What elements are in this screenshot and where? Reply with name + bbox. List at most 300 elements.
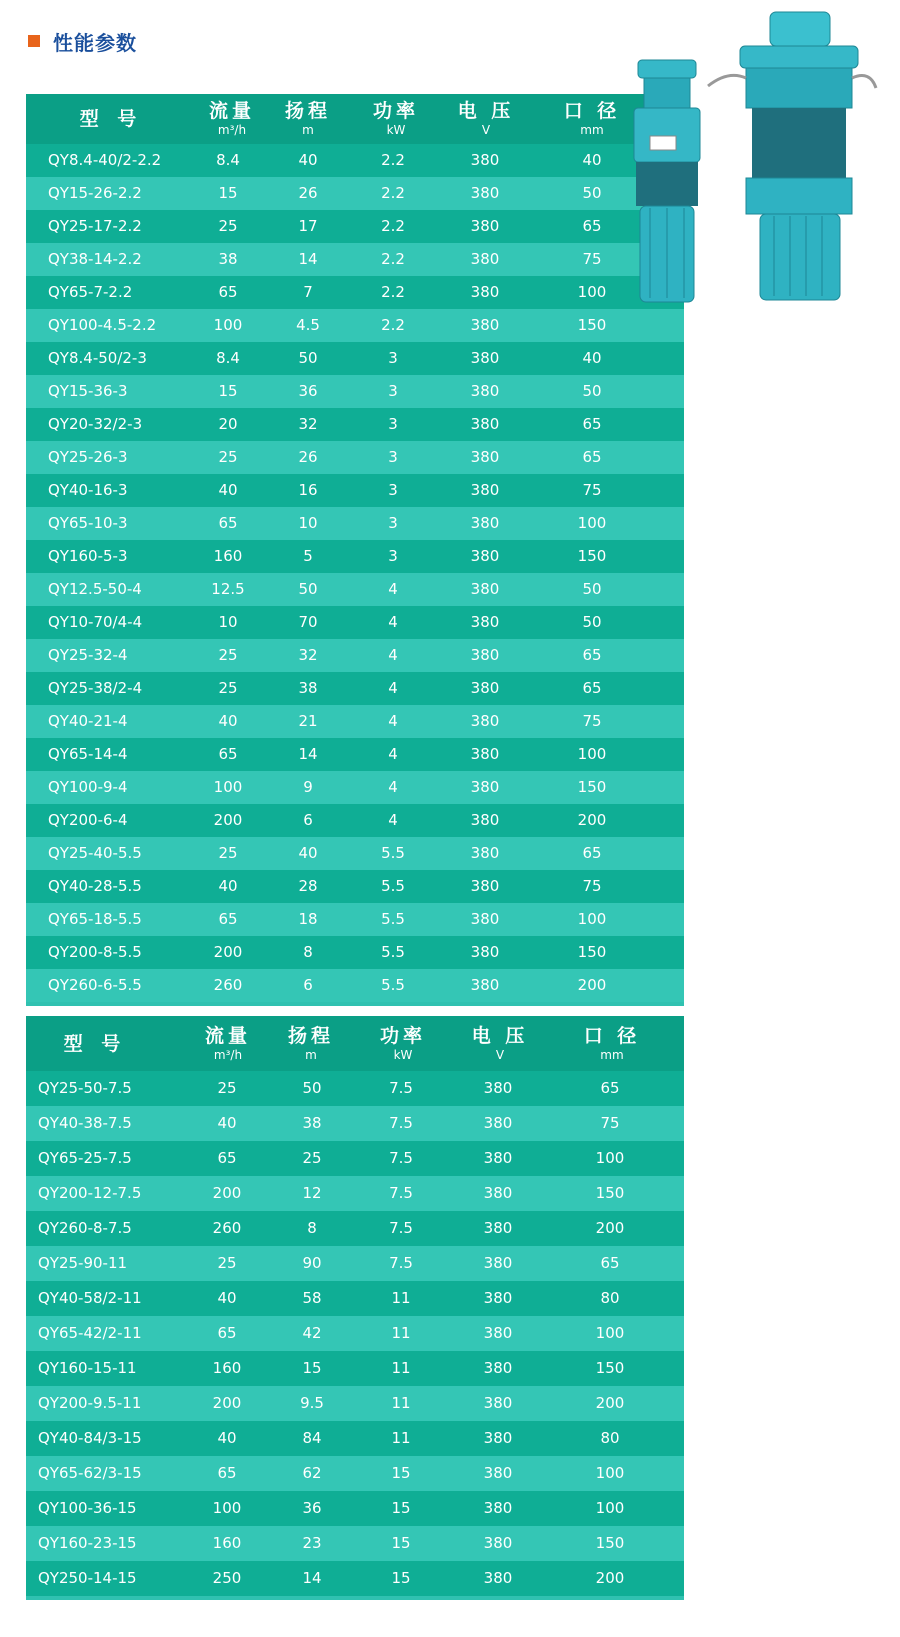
cell-model: QY100-36-15	[38, 1499, 137, 1517]
cell-diameter: 75	[582, 481, 602, 499]
cell-flow: 25	[218, 217, 238, 235]
cell-model: QY15-26-2.2	[48, 184, 142, 202]
header-diameter: 口 径 mm	[583, 1025, 641, 1062]
table-row	[26, 573, 684, 606]
cell-flow: 38	[218, 250, 238, 268]
cell-flow: 160	[213, 547, 243, 565]
cell-voltage: 380	[470, 481, 500, 499]
cell-flow: 100	[213, 778, 243, 796]
cell-model: QY160-5-3	[48, 547, 128, 565]
cell-head: 40	[298, 151, 318, 169]
cell-model: QY25-90-11	[38, 1254, 128, 1272]
cell-flow: 100	[212, 1499, 242, 1517]
table-row	[26, 507, 684, 540]
cell-model: QY25-50-7.5	[38, 1079, 132, 1097]
cell-model: QY65-14-4	[48, 745, 128, 763]
header-power: 功率 kW	[379, 1025, 426, 1062]
cell-power: 3	[388, 349, 398, 367]
header-voltage: 电 压 V	[471, 1025, 529, 1062]
cell-diameter: 40	[582, 151, 602, 169]
cell-flow: 15	[218, 184, 238, 202]
cell-flow: 65	[218, 745, 238, 763]
cell-flow: 65	[217, 1324, 237, 1342]
cell-diameter: 50	[582, 613, 602, 631]
cell-power: 11	[391, 1359, 411, 1377]
table-row	[26, 375, 684, 408]
cell-power: 3	[388, 448, 398, 466]
cell-diameter: 65	[582, 217, 602, 235]
cell-voltage: 380	[470, 910, 500, 928]
cell-power: 2.2	[381, 316, 405, 334]
cell-head: 5	[303, 547, 313, 565]
cell-diameter: 80	[600, 1289, 620, 1307]
cell-power: 15	[391, 1499, 411, 1517]
cell-head: 40	[298, 844, 318, 862]
cell-power: 5.5	[381, 877, 405, 895]
cell-diameter: 75	[582, 250, 602, 268]
cell-voltage: 380	[470, 646, 500, 664]
cell-voltage: 380	[483, 1429, 513, 1447]
cell-head: 32	[298, 415, 318, 433]
cell-power: 2.2	[381, 151, 405, 169]
table-row	[26, 1211, 684, 1246]
cell-head: 32	[298, 646, 318, 664]
cell-power: 4	[388, 712, 398, 730]
cell-model: QY65-18-5.5	[48, 910, 142, 928]
performance-table-2	[26, 1016, 684, 1600]
cell-power: 5.5	[381, 943, 405, 961]
cell-flow: 25	[218, 448, 238, 466]
section-header	[28, 26, 137, 56]
cell-head: 14	[298, 250, 318, 268]
cell-power: 2.2	[381, 184, 405, 202]
cell-voltage: 380	[483, 1254, 513, 1272]
cell-model: QY25-38/2-4	[48, 679, 143, 697]
cell-voltage: 380	[483, 1114, 513, 1132]
cell-power: 3	[388, 415, 398, 433]
cell-voltage: 380	[470, 514, 500, 532]
cell-diameter: 150	[595, 1359, 625, 1377]
table-row	[26, 771, 684, 804]
cell-diameter: 200	[577, 976, 607, 994]
cell-voltage: 380	[483, 1359, 513, 1377]
cell-head: 15	[302, 1359, 322, 1377]
cell-model: QY12.5-50-4	[48, 580, 142, 598]
cell-flow: 20	[218, 415, 238, 433]
cell-model: QY65-42/2-11	[38, 1324, 142, 1342]
cell-head: 58	[302, 1289, 322, 1307]
cell-diameter: 200	[577, 811, 607, 829]
cell-head: 28	[298, 877, 318, 895]
table-row	[26, 1526, 684, 1561]
cell-head: 90	[302, 1254, 322, 1272]
cell-voltage: 380	[470, 844, 500, 862]
cell-voltage: 380	[470, 283, 500, 301]
cell-model: QY160-15-11	[38, 1359, 137, 1377]
table-row	[26, 1421, 684, 1456]
cell-voltage: 380	[470, 745, 500, 763]
table-row	[26, 177, 684, 210]
cell-voltage: 380	[470, 184, 500, 202]
cell-model: QY65-25-7.5	[38, 1149, 132, 1167]
cell-head: 25	[302, 1149, 322, 1167]
table-body	[26, 1071, 684, 1596]
cell-voltage: 380	[483, 1149, 513, 1167]
cell-flow: 160	[212, 1534, 242, 1552]
cell-flow: 200	[212, 1184, 242, 1202]
cell-model: QY40-58/2-11	[38, 1289, 142, 1307]
cell-diameter: 50	[582, 580, 602, 598]
table-row	[26, 210, 684, 243]
cell-model: QY40-84/3-15	[38, 1429, 142, 1447]
cell-model: QY10-70/4-4	[48, 613, 143, 631]
cell-voltage: 380	[483, 1569, 513, 1587]
header-flow: 流量 m³/h	[204, 1025, 251, 1062]
table-row	[26, 408, 684, 441]
cell-power: 11	[391, 1324, 411, 1342]
cell-head: 9	[303, 778, 313, 796]
table-row	[26, 804, 684, 837]
cell-flow: 65	[218, 514, 238, 532]
table-row	[26, 606, 684, 639]
table-header	[26, 94, 684, 144]
cell-model: QY38-14-2.2	[48, 250, 142, 268]
cell-head: 10	[298, 514, 318, 532]
cell-voltage: 380	[470, 151, 500, 169]
table-row	[26, 144, 684, 177]
cell-flow: 65	[218, 910, 238, 928]
pump-drawing	[628, 8, 878, 308]
cell-head: 38	[302, 1114, 322, 1132]
submersible-pump-icon	[628, 8, 878, 308]
cell-voltage: 380	[470, 943, 500, 961]
cell-diameter: 100	[595, 1464, 625, 1482]
cell-flow: 40	[218, 481, 238, 499]
cell-diameter: 65	[600, 1254, 620, 1272]
cell-voltage: 380	[483, 1184, 513, 1202]
cell-flow: 200	[213, 811, 243, 829]
cell-power: 7.5	[389, 1114, 413, 1132]
cell-voltage: 380	[470, 712, 500, 730]
cell-voltage: 380	[470, 877, 500, 895]
cell-power: 2.2	[381, 217, 405, 235]
cell-head: 4.5	[296, 316, 320, 334]
cell-diameter: 100	[577, 514, 607, 532]
table-row	[26, 1316, 684, 1351]
cell-power: 4	[388, 580, 398, 598]
cell-head: 6	[303, 976, 313, 994]
cell-diameter: 100	[595, 1499, 625, 1517]
header-diameter: 口 径 mm	[563, 100, 621, 137]
cell-voltage: 380	[470, 316, 500, 334]
cell-flow: 200	[212, 1394, 242, 1412]
cell-power: 11	[391, 1289, 411, 1307]
cell-model: QY200-12-7.5	[38, 1184, 142, 1202]
table-row	[26, 276, 684, 309]
cell-model: QY200-8-5.5	[48, 943, 142, 961]
cell-model: QY25-17-2.2	[48, 217, 142, 235]
cell-diameter: 150	[577, 778, 607, 796]
cell-power: 7.5	[389, 1219, 413, 1237]
table-body	[26, 144, 684, 1002]
table-row	[26, 1071, 684, 1106]
table-row	[26, 1106, 684, 1141]
cell-head: 36	[302, 1499, 322, 1517]
header-flow: 流量 m³/h	[208, 100, 255, 137]
cell-model: QY200-9.5-11	[38, 1394, 142, 1412]
table-row	[26, 1386, 684, 1421]
cell-flow: 40	[217, 1114, 237, 1132]
table-row	[26, 1351, 684, 1386]
cell-power: 4	[388, 679, 398, 697]
cell-power: 5.5	[381, 910, 405, 928]
cell-power: 15	[391, 1464, 411, 1482]
cell-head: 26	[298, 184, 318, 202]
cell-voltage: 380	[470, 613, 500, 631]
cell-head: 62	[302, 1464, 322, 1482]
cell-flow: 65	[217, 1464, 237, 1482]
header-model: 型 号	[79, 108, 143, 130]
section-title: 性能参数	[53, 30, 137, 55]
cell-model: QY250-14-15	[38, 1569, 137, 1587]
cell-diameter: 50	[582, 382, 602, 400]
cell-flow: 40	[218, 877, 238, 895]
cell-diameter: 75	[582, 712, 602, 730]
table-row	[26, 1281, 684, 1316]
table-row	[26, 639, 684, 672]
cell-model: QY40-16-3	[48, 481, 128, 499]
table-row	[26, 1246, 684, 1281]
cell-diameter: 65	[582, 415, 602, 433]
cell-head: 50	[302, 1079, 322, 1097]
cell-model: QY260-8-7.5	[38, 1219, 132, 1237]
cell-model: QY15-36-3	[48, 382, 128, 400]
cell-diameter: 65	[582, 646, 602, 664]
cell-model: QY65-62/3-15	[38, 1464, 142, 1482]
cell-diameter: 80	[600, 1429, 620, 1447]
cell-diameter: 75	[600, 1114, 620, 1132]
cell-voltage: 380	[483, 1464, 513, 1482]
cell-voltage: 380	[470, 547, 500, 565]
cell-flow: 8.4	[216, 151, 240, 169]
cell-head: 50	[298, 580, 318, 598]
cell-flow: 25	[218, 844, 238, 862]
header-voltage: 电 压 V	[457, 100, 515, 137]
cell-power: 7.5	[389, 1079, 413, 1097]
cell-head: 18	[298, 910, 318, 928]
header-model: 型 号	[63, 1033, 127, 1055]
cell-head: 21	[298, 712, 318, 730]
cell-diameter: 65	[582, 679, 602, 697]
cell-diameter: 100	[577, 910, 607, 928]
cell-power: 3	[388, 382, 398, 400]
cell-diameter: 100	[577, 283, 607, 301]
cell-head: 50	[298, 349, 318, 367]
cell-diameter: 100	[595, 1149, 625, 1167]
cell-diameter: 150	[577, 943, 607, 961]
table-row	[26, 936, 684, 969]
cell-flow: 65	[217, 1149, 237, 1167]
cell-head: 38	[298, 679, 318, 697]
bullet-square-icon	[28, 35, 40, 47]
cell-model: QY20-32/2-3	[48, 415, 143, 433]
cell-model: QY8.4-50/2-3	[48, 349, 147, 367]
header-head: 扬程 m	[284, 100, 331, 137]
cell-power: 3	[388, 547, 398, 565]
cell-power: 15	[391, 1569, 411, 1587]
cell-model: QY160-23-15	[38, 1534, 137, 1552]
cell-power: 15	[391, 1534, 411, 1552]
table-row	[26, 903, 684, 936]
cell-diameter: 150	[577, 547, 607, 565]
cell-flow: 25	[218, 646, 238, 664]
cell-flow: 250	[212, 1569, 242, 1587]
cell-power: 2.2	[381, 283, 405, 301]
cell-head: 8	[303, 943, 313, 961]
cell-flow: 8.4	[216, 349, 240, 367]
cell-model: QY40-28-5.5	[48, 877, 142, 895]
cell-diameter: 150	[595, 1534, 625, 1552]
cell-flow: 25	[218, 679, 238, 697]
header-head: 扬程 m	[287, 1025, 334, 1062]
cell-diameter: 200	[595, 1394, 625, 1412]
cell-flow: 260	[212, 1219, 242, 1237]
cell-diameter: 150	[595, 1184, 625, 1202]
cell-diameter: 65	[582, 844, 602, 862]
cell-diameter: 40	[582, 349, 602, 367]
table-row	[26, 342, 684, 375]
table-row	[26, 705, 684, 738]
cell-power: 4	[388, 811, 398, 829]
cell-head: 36	[298, 382, 318, 400]
header-power: 功率 kW	[372, 100, 419, 137]
cell-model: QY25-40-5.5	[48, 844, 142, 862]
cell-head: 14	[298, 745, 318, 763]
cell-model: QY260-6-5.5	[48, 976, 142, 994]
cell-voltage: 380	[470, 415, 500, 433]
table-row	[26, 1561, 684, 1596]
cell-voltage: 380	[483, 1534, 513, 1552]
cell-head: 6	[303, 811, 313, 829]
cell-model: QY25-26-3	[48, 448, 128, 466]
cell-power: 11	[391, 1429, 411, 1447]
table-row	[26, 738, 684, 771]
cell-flow: 40	[218, 712, 238, 730]
cell-head: 70	[298, 613, 318, 631]
cell-voltage: 380	[483, 1219, 513, 1237]
cell-voltage: 380	[470, 250, 500, 268]
cell-head: 16	[298, 481, 318, 499]
cell-power: 5.5	[381, 976, 405, 994]
cell-power: 4	[388, 745, 398, 763]
cell-head: 42	[302, 1324, 322, 1342]
cell-flow: 25	[217, 1254, 237, 1272]
table-header	[26, 1016, 684, 1071]
cell-model: QY65-10-3	[48, 514, 128, 532]
cell-flow: 12.5	[211, 580, 245, 598]
cell-voltage: 380	[483, 1499, 513, 1517]
cell-power: 3	[388, 514, 398, 532]
table-row	[26, 540, 684, 573]
cell-flow: 260	[213, 976, 243, 994]
cell-model: QY8.4-40/2-2.2	[48, 151, 162, 169]
cell-head: 26	[298, 448, 318, 466]
cell-voltage: 380	[470, 217, 500, 235]
cell-voltage: 380	[483, 1394, 513, 1412]
cell-diameter: 100	[595, 1324, 625, 1342]
table-row	[26, 1176, 684, 1211]
cell-model: QY100-9-4	[48, 778, 128, 796]
cell-model: QY65-7-2.2	[48, 283, 133, 301]
cell-voltage: 380	[483, 1324, 513, 1342]
table-row	[26, 243, 684, 276]
table-row	[26, 309, 684, 342]
cell-head: 7	[303, 283, 313, 301]
cell-head: 23	[302, 1534, 322, 1552]
cell-flow: 10	[218, 613, 238, 631]
cell-voltage: 380	[470, 976, 500, 994]
cell-voltage: 380	[483, 1289, 513, 1307]
cell-flow: 40	[217, 1429, 237, 1447]
cell-power: 4	[388, 778, 398, 796]
cell-head: 12	[302, 1184, 322, 1202]
cell-diameter: 65	[600, 1079, 620, 1097]
table-row	[26, 1491, 684, 1526]
table-row	[26, 870, 684, 903]
cell-flow: 160	[212, 1359, 242, 1377]
table-row	[26, 474, 684, 507]
cell-power: 7.5	[389, 1254, 413, 1272]
cell-model: QY40-38-7.5	[38, 1114, 132, 1132]
performance-table-1	[26, 94, 684, 1006]
cell-voltage: 380	[470, 382, 500, 400]
cell-model: QY40-21-4	[48, 712, 128, 730]
cell-flow: 200	[213, 943, 243, 961]
cell-power: 7.5	[389, 1149, 413, 1167]
cell-diameter: 200	[595, 1219, 625, 1237]
cell-head: 14	[302, 1569, 322, 1587]
cell-flow: 25	[217, 1079, 237, 1097]
cell-diameter: 65	[582, 448, 602, 466]
cell-diameter: 50	[582, 184, 602, 202]
cell-flow: 100	[213, 316, 243, 334]
table-row	[26, 441, 684, 474]
cell-head: 9.5	[300, 1394, 324, 1412]
cell-diameter: 100	[577, 745, 607, 763]
cell-flow: 15	[218, 382, 238, 400]
cell-model: QY100-4.5-2.2	[48, 316, 157, 334]
cell-flow: 65	[218, 283, 238, 301]
cell-voltage: 380	[470, 448, 500, 466]
cell-diameter: 75	[582, 877, 602, 895]
cell-power: 4	[388, 613, 398, 631]
cell-power: 11	[391, 1394, 411, 1412]
cell-head: 17	[298, 217, 318, 235]
cell-voltage: 380	[470, 349, 500, 367]
cell-model: QY25-32-4	[48, 646, 128, 664]
cell-diameter: 150	[577, 316, 607, 334]
cell-head: 8	[307, 1219, 317, 1237]
table-row	[26, 672, 684, 705]
table-row	[26, 1141, 684, 1176]
cell-diameter: 200	[595, 1569, 625, 1587]
table-row	[26, 837, 684, 870]
cell-model: QY200-6-4	[48, 811, 128, 829]
cell-power: 7.5	[389, 1184, 413, 1202]
table-row	[26, 969, 684, 1002]
cell-voltage: 380	[470, 811, 500, 829]
cell-voltage: 380	[470, 778, 500, 796]
